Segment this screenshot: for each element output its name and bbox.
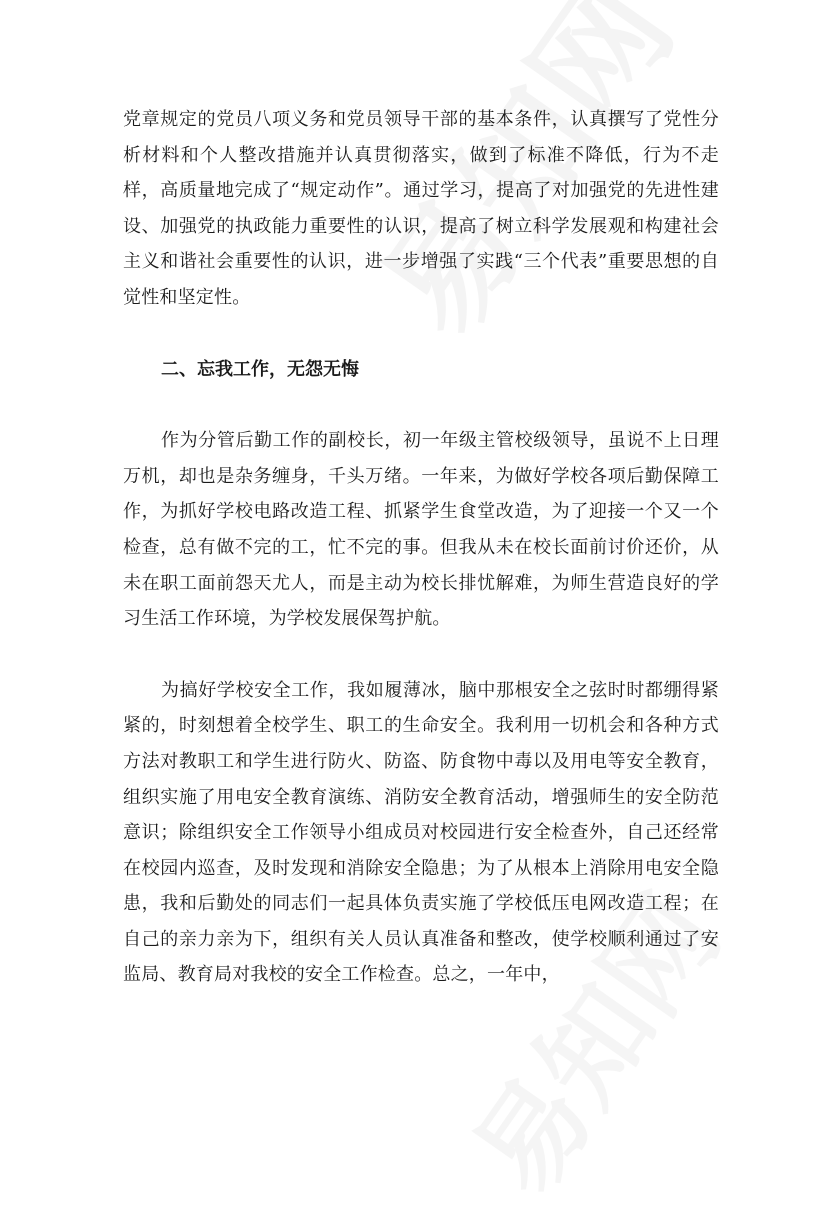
spacer	[123, 387, 719, 423]
paragraph-1: 党章规定的党员八项义务和党员领导干部的基本条件，认真撰写了党性分析材料和个人整改措施并认真贯彻落实，做到了标准不降低，行为不走样，高质量地完成了“规定动作”。通过学习，提高了对加强党的先进性建设、加强党的执政能力重要性的认识，提高了树立科学发展观和构建社会主义和谐社会重要性的认识，进一步增强了实践“三个代表”重要思想的自觉性和坚定性。	[123, 109, 719, 308]
paragraph-2: 作为分管后勤工作的副校长，初一年级主管校级领导，虽说不上日理万机，却也是杂务缠身，千头万绪。一年来，为做好学校各项后勤保障工作，为抓好学校电路改造工程、抓紧学生食堂改造，为了迎接一个又一个检查，总有做不完的工，忙不完的事。但我从未在校长面前讨价还价，从未在职工面前怨天尤人，而是主动为校长排忧解难，为师生营造良好的学习生活工作环境，为学校发展保驾护航。	[123, 430, 719, 630]
spacer	[123, 316, 719, 352]
paragraph-3: 为搞好学校安全工作，我如履薄冰，脑中那根安全之弦时时都绷得紧紧的，时刻想着全校学生、职工的生命安全。我利用一切机会和各种方式方法对教职工和学生进行防火、防盗、防食物中毒以及用电等安全教育，组织实施了用电安全教育演练、消防安全教育活动，增强师生的安全防范意识；除组织安全工作领导小组成员对校园进行安全检查外，自己还经常在校园内巡查，及时发现和消除安全隐患；为了从根本上消除用电安全隐患，我和后勤处的同志们一起具体负责实施了学校低压电网改造工程；在自己的亲力亲为下，组织有关人员认真准备和整改，使学校顺利通过了安监局、教育局对我校的安全工作检查。总之，一年中，	[123, 679, 719, 986]
document-body	[123, 102, 719, 993]
section-heading-2: 二、忘我工作，无怨无悔	[161, 358, 359, 380]
spacer	[123, 637, 719, 673]
